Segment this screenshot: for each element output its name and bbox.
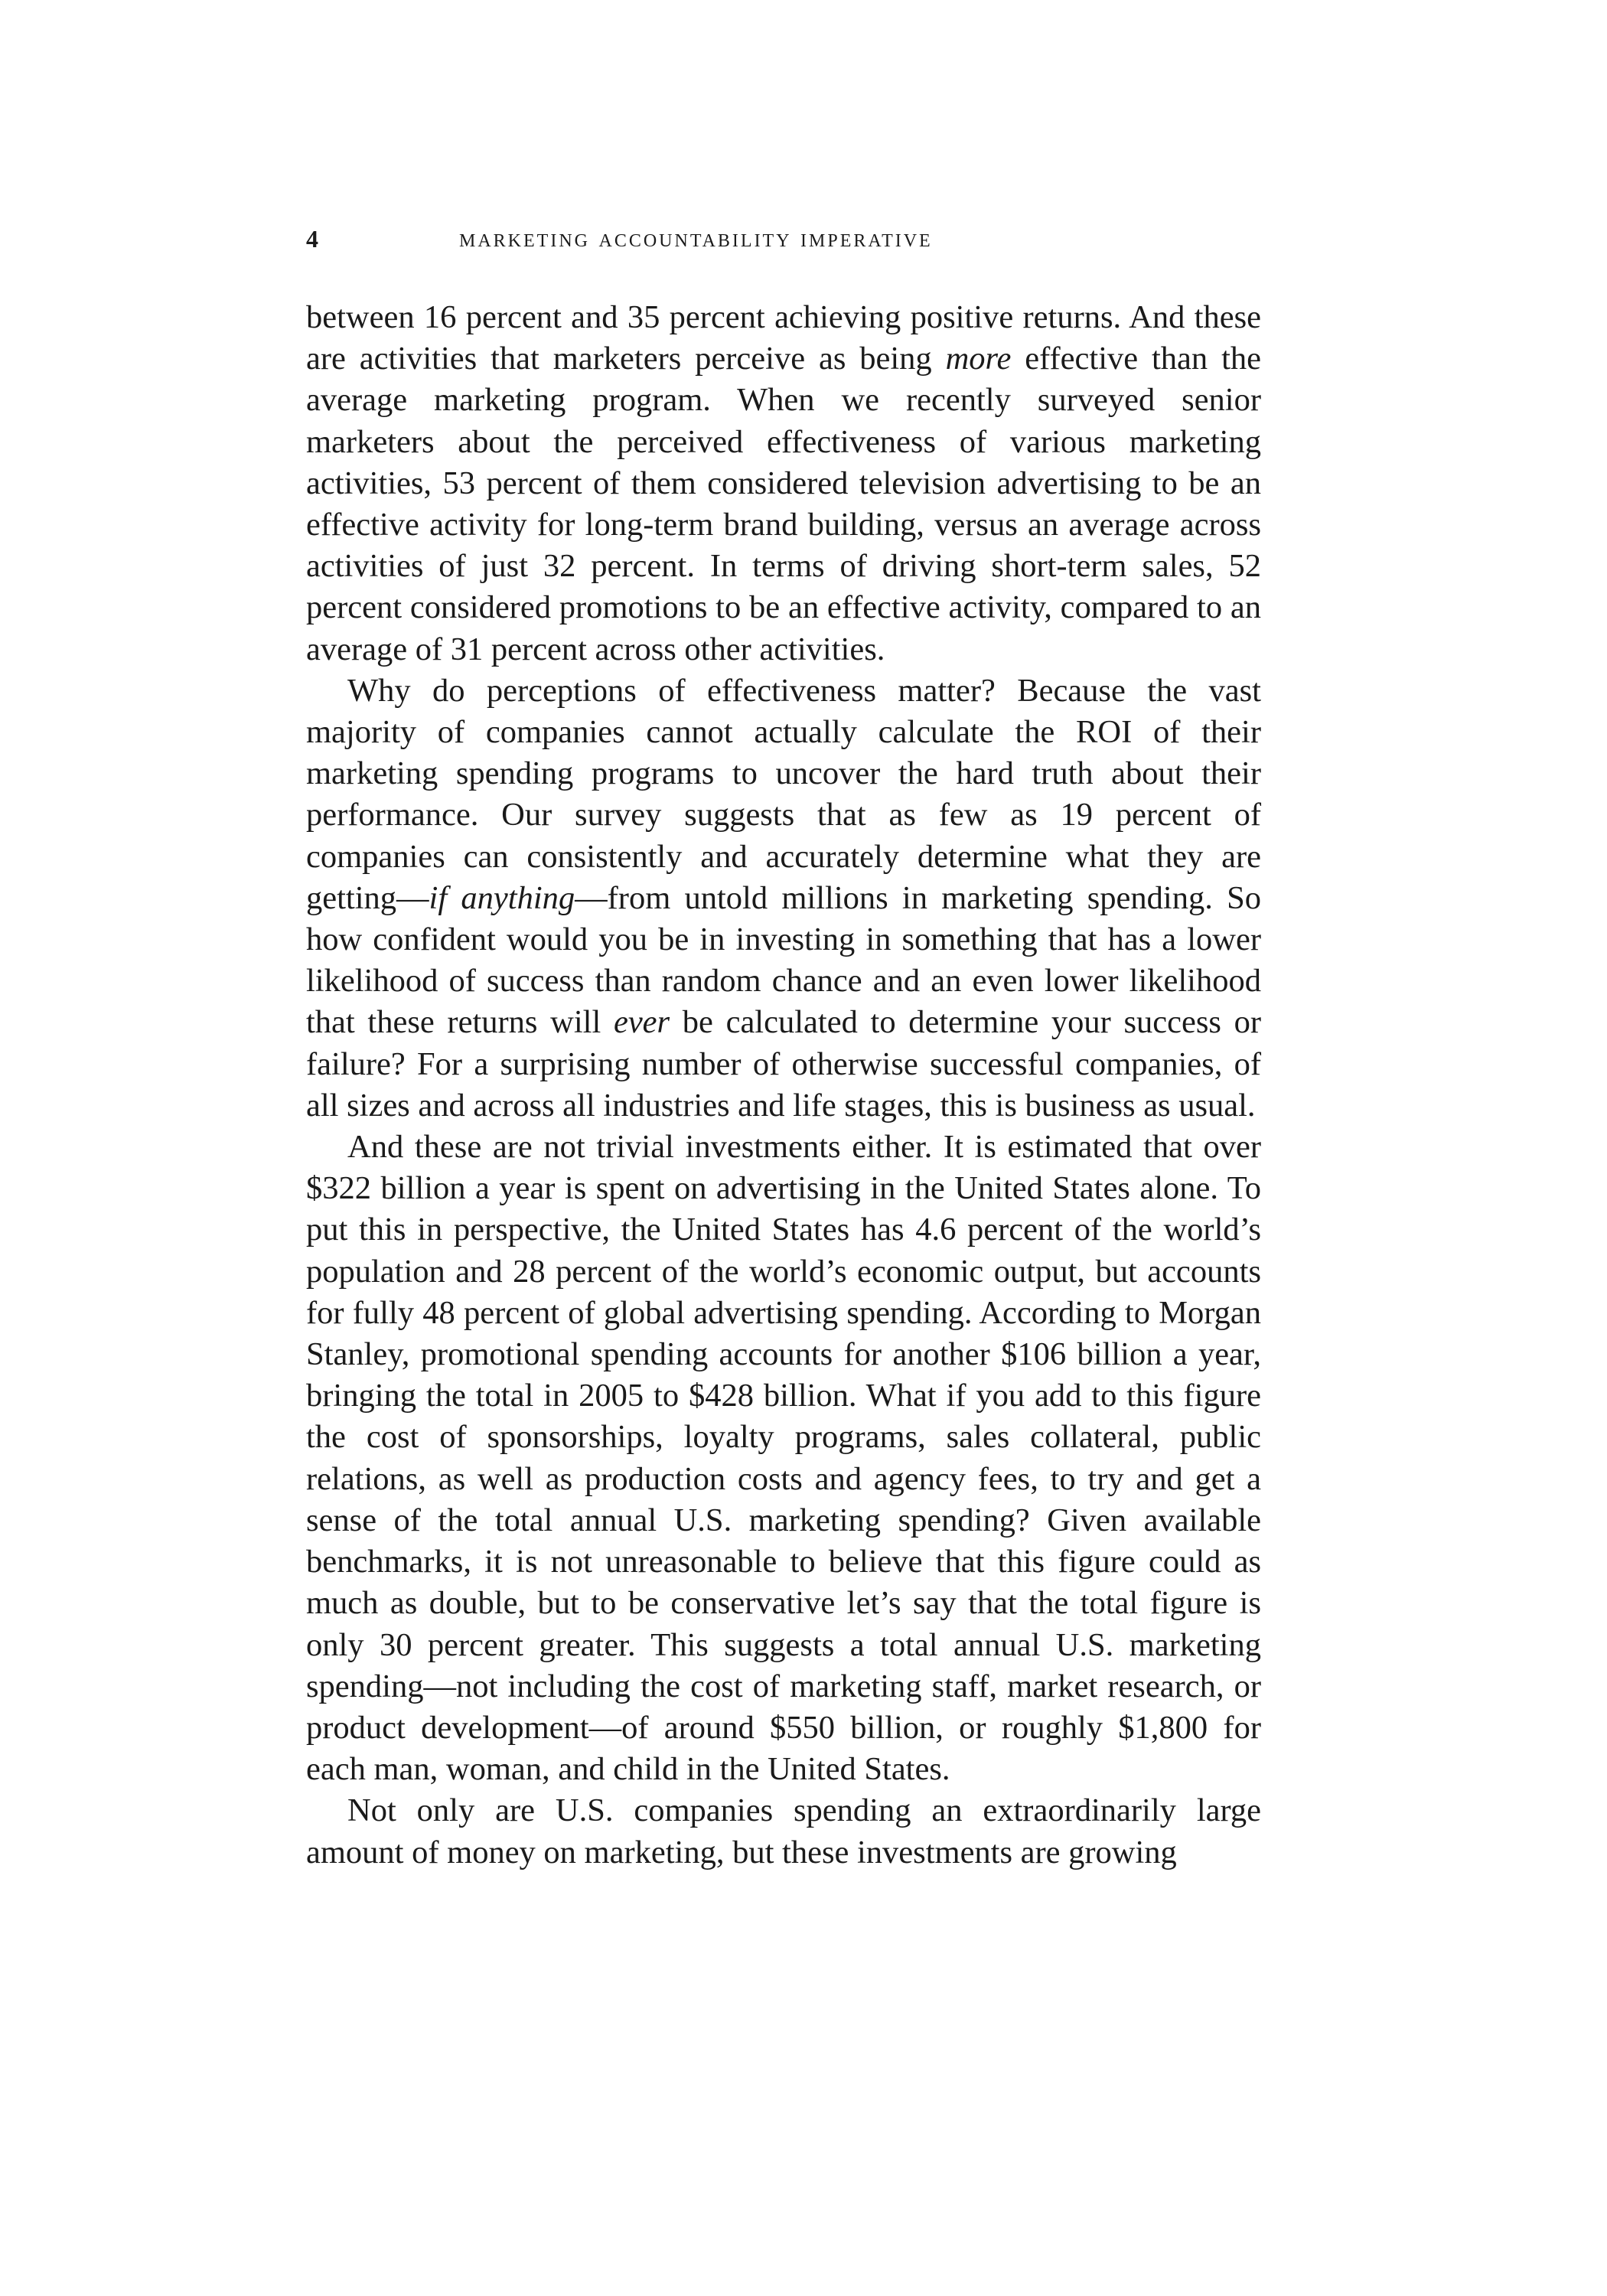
- paragraph-2-text-a: Why do perceptions of effectiveness matter? Because the vast majority of companies cannot actually calculate the ROI of their marketing spending programs to uncover the hard truth about their performance. Our survey suggests that as few as 19 percent of companies can consistently and accurately determine what they are getting—: [306, 672, 1261, 916]
- paragraph-2: [306, 670, 1261, 1127]
- paragraph-1-emphasis: more: [945, 341, 1012, 377]
- paragraph-2-emphasis-2: ever: [613, 1004, 670, 1041]
- paragraph-3: And these are not trivial investments either. It is estimated that over $322 billion a year is spent on advertising in the United States alone. To put this in perspective, the United States has 4.6 percent of the world’s population and 28 percent of the world’s economic output, but accounts for fully 48 percent of global advertising spending. According to Morgan Stanley, promotional spending accounts for another $106 billion a year, bringing the total in 2005 to $428 billion. What if you add to this figure the cost of sponsorships, loyalty programs, sales collateral, public relations, as well as production costs and agency fees, to try and get a sense of the total annual U.S. marketing spending? Given available benchmarks, it is not unreasonable to believe that this figure could as much as double, but to be conservative let’s say that the total figure is only 30 percent greater. This suggests a total annual U.S. marketing spending—not including the cost of marketing staff, market research, or product development—of around $550 billion, or roughly $1,800 for each man, woman, and child in the United States.: [306, 1129, 1261, 1788]
- running-head-title: marketing accountability imperative: [459, 224, 933, 253]
- paragraph-1-text-a: between 16 percent and 35 percent achieving positive returns. And these are activities that marketers perceive as being: [306, 299, 1261, 377]
- paragraph-1: [306, 297, 1261, 670]
- paragraph-2-text-c: be calculated to determine your success or failure? For a surprising number of otherwise successful companies, of all sizes and across all industries and life stages, this is business as usual.: [306, 1004, 1262, 1124]
- paragraph-2-text-b: —from untold millions in marketing spending. So how confident would you be in investing in something that has a lower likelihood of success than random chance and an even lower likelihood that these returns will: [306, 879, 1261, 1041]
- paragraph-1-text-b: effective than the average marketing program. When we recently surveyed senior marketers about the perceived effectiveness of various marketing activities, 53 percent of them considered television advertising to be an effective activity for long-term brand building, versus an average across activities of just 32 percent. In terms of driving short-term sales, 52 percent considered promotions to be an effective activity, compared to an average of 31 percent across other activities.: [306, 341, 1261, 667]
- paragraph-2-emphasis-1: if anything: [429, 879, 575, 916]
- body-text: [306, 297, 1261, 1874]
- running-head: [306, 223, 1263, 254]
- page-number: 4: [306, 225, 318, 253]
- paragraph-4: Not only are U.S. companies spending an extraordinarily large amount of money on marketing, but these investments are growing: [306, 1792, 1261, 1870]
